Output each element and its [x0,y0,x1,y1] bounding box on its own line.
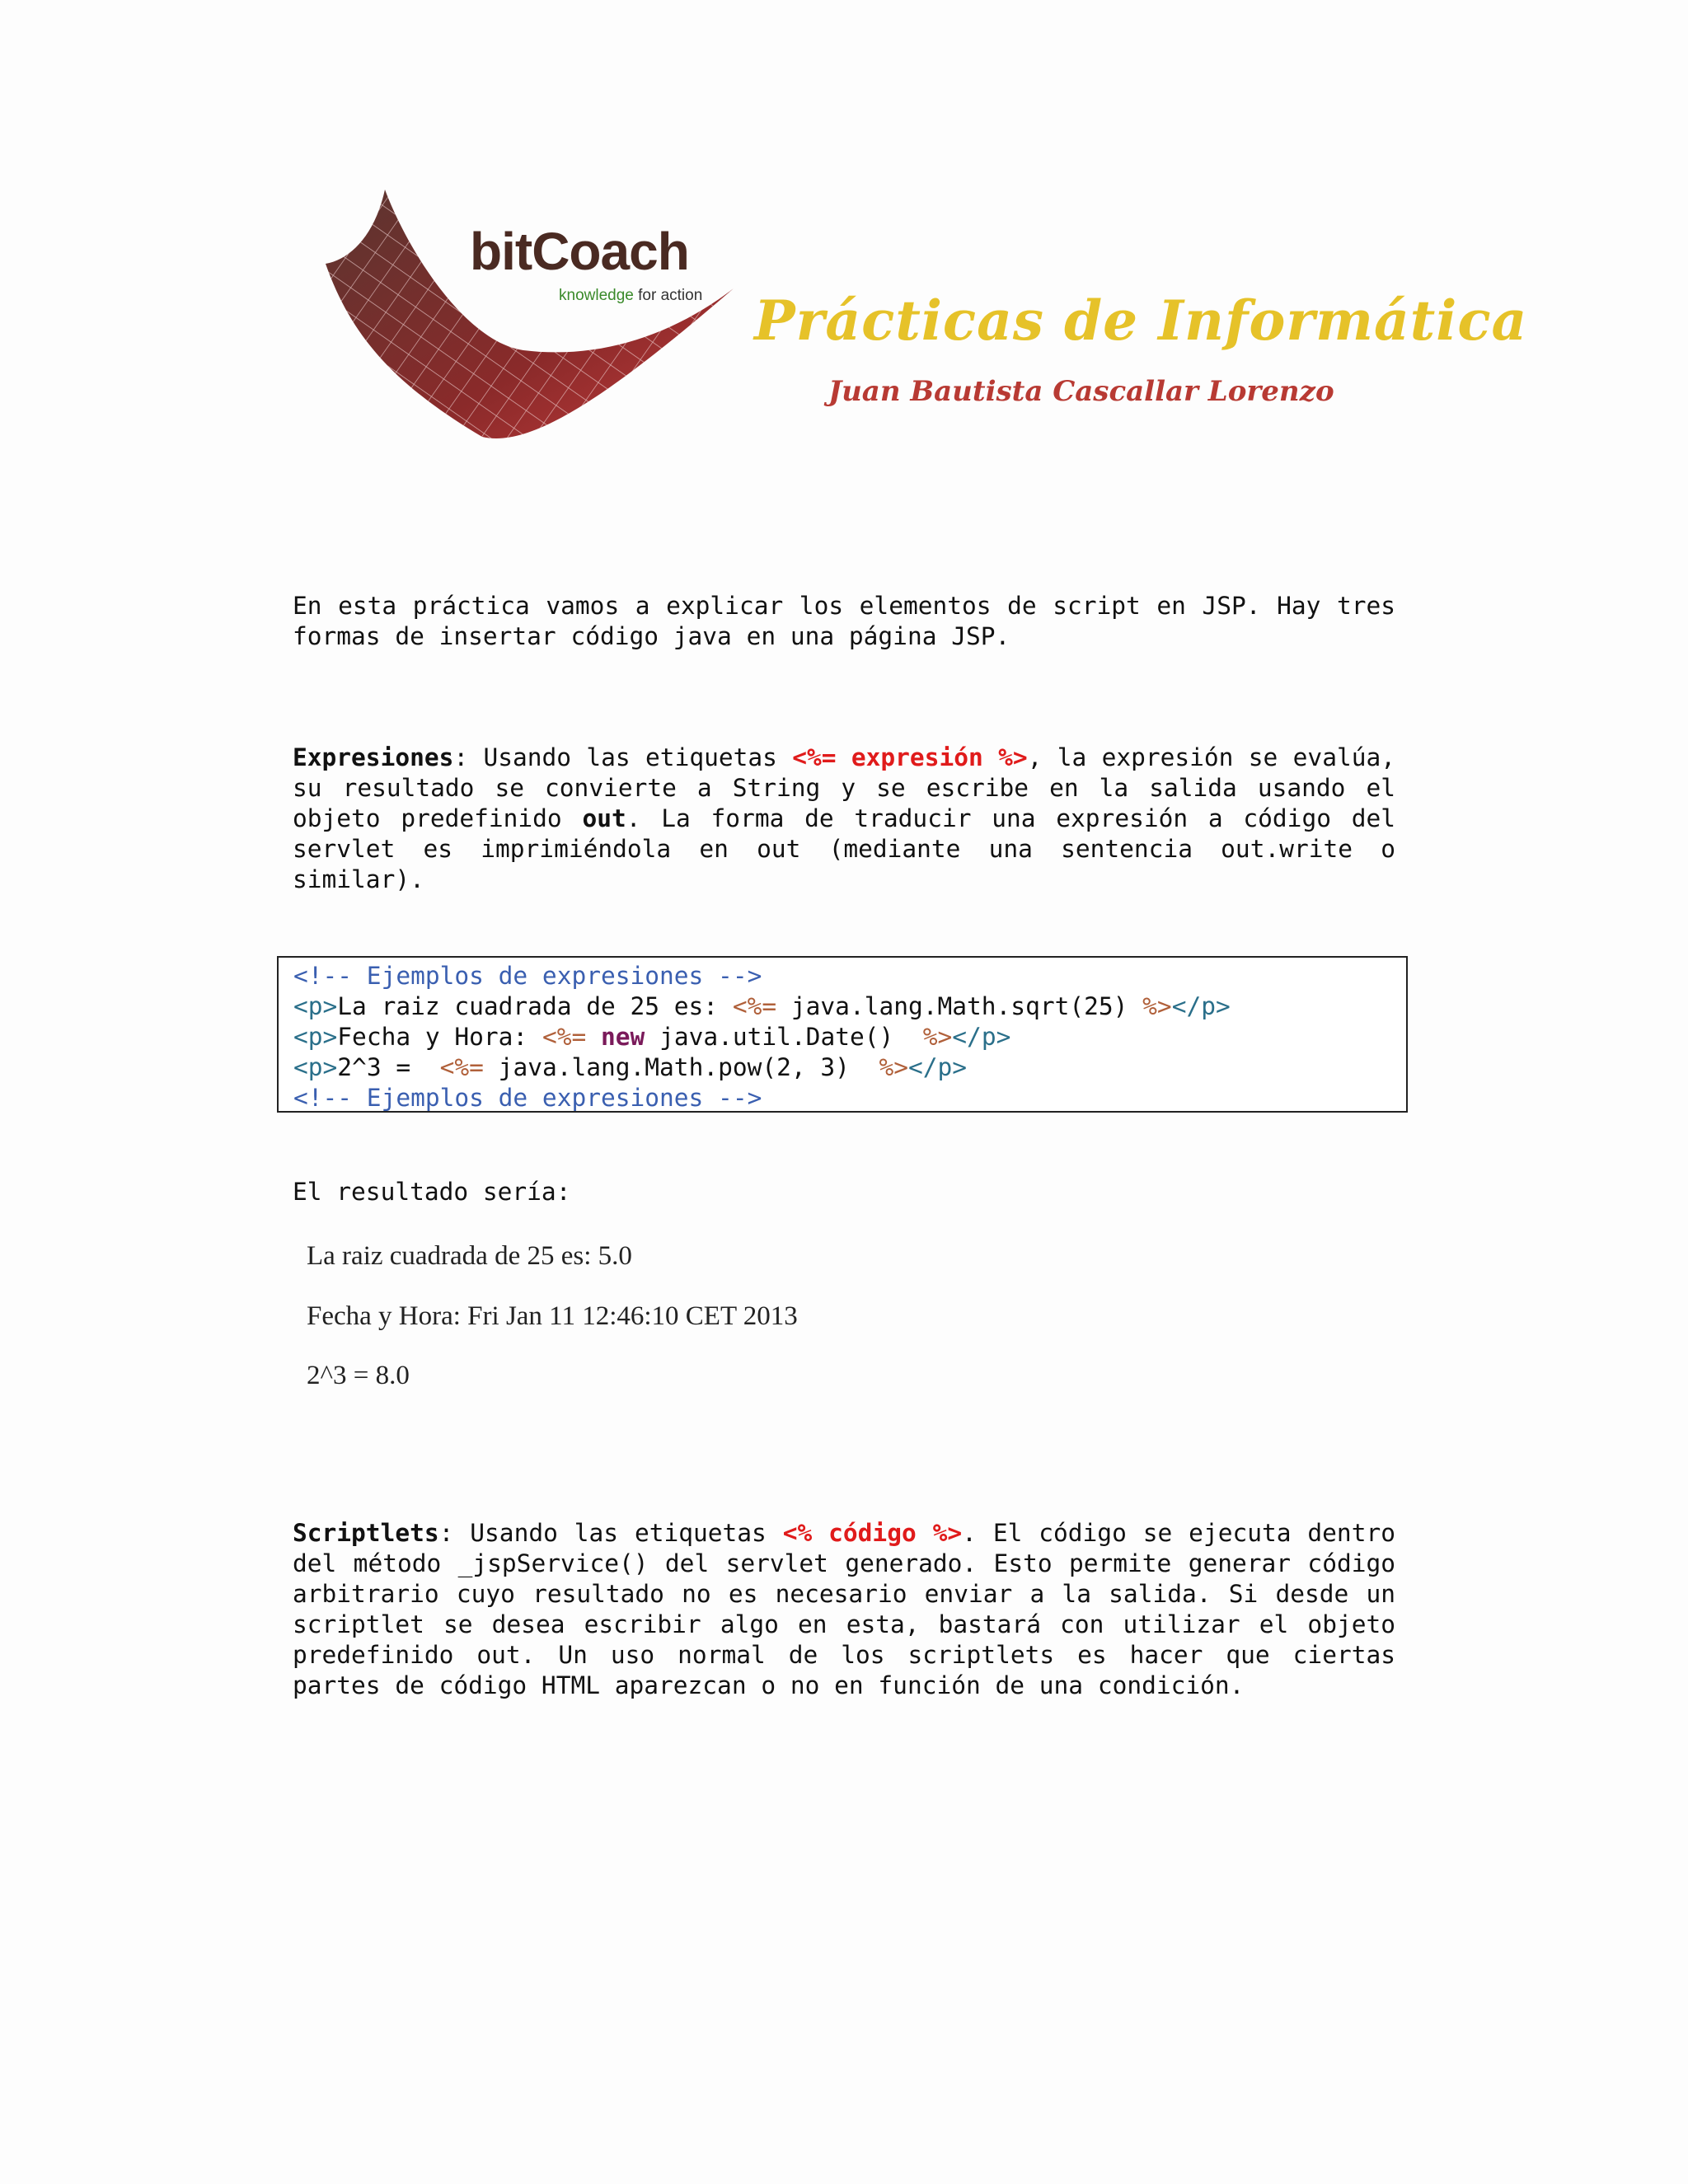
expresiones-tag: <%= expresión %> [792,743,1028,771]
scriptlets-tag: <% código %> [782,1519,963,1547]
brand-tagline-green: knowledge [559,287,634,304]
header-author: Juan Bautista Cascallar Lorenzo [828,375,1334,408]
code-expr: java.util.Date() [645,1023,923,1051]
scriptlets-paragraph [293,1518,1395,1701]
result-pow: 2^3 = 8.0 [307,1361,410,1390]
code-keyword: new [601,1023,645,1051]
brand-tagline-rest: for action [633,287,703,304]
result-sqrt: La raiz cuadrada de 25 es: 5.0 [307,1241,632,1271]
expresiones-paragraph [293,743,1395,895]
jsp-close-tag: %> [1142,992,1172,1020]
jsp-open-tag: <%= [439,1053,484,1081]
scriptlets-term: Scriptlets [293,1519,439,1547]
result-date: Fecha y Hora: Fri Jan 11 12:46:10 CET 2013 [307,1301,798,1331]
p-close-tag: </p> [908,1053,968,1081]
p-open-tag: <p> [293,992,338,1020]
jsp-close-tag: %> [879,1053,908,1081]
p-open-tag: <p> [293,1053,338,1081]
scriptlets-rest: . El código se ejecuta dentro del método _jspService() del servlet generado. Esto permite generar código arbitrario cuyo resultado no es necesario enviar a la salida. Si desde un scriptlet se desea escribir algo en esta, bastará con utilizar el objeto predefinido out. Un uso normal de los scriptlets es hacer que ciertas partes de código HTML aparezcan o no en función de una condición. [293,1519,1395,1699]
out-object: out [582,804,626,832]
code-comment-close: <!-- Ejemplos de expresiones --> [293,1084,762,1112]
result-label: El resultado sería: [293,1178,571,1206]
p-close-tag: </p> [1171,992,1231,1020]
code-text: La raiz cuadrada de 25 es: [337,992,733,1020]
intro-paragraph: En esta práctica vamos a explicar los elementos de script en JSP. Hay tres formas de insertar código java en una página JSP. [293,592,1395,650]
expresiones-mid1: , la expresión se evalúa, su resultado se convierte a String y se escribe en la salida usando el objeto predefinido [293,743,1395,832]
p-close-tag: </p> [952,1023,1011,1051]
jsp-close-tag: %> [922,1023,953,1051]
jsp-open-tag: <%= [542,1023,587,1051]
expresiones-mid2: . La forma de traducir una expresión a código del servlet es imprimiéndola en out (mediante una sentencia out.write o similar). [293,804,1396,893]
code-expr: java.lang.Math.pow(2, 3) [483,1053,879,1081]
scriptlets-lead: : Usando las etiquetas [438,1519,783,1547]
code-expr: java.lang.Math.sqrt(25) [776,992,1143,1020]
code-text: Fecha y Hora: [337,1023,542,1051]
p-open-tag: <p> [293,1023,338,1051]
code-comment-open: <!-- Ejemplos de expresiones --> [293,962,762,990]
brand-name: bitCoach [470,222,689,281]
jsp-open-tag: <%= [732,992,777,1020]
code-block [277,956,1408,1113]
expresiones-term: Expresiones [293,743,454,771]
brand-tagline [559,287,702,305]
code-line-pow [293,1052,967,1083]
expresiones-lead: : Usando las etiquetas [453,743,793,771]
code-text: 2^3 = [337,1053,440,1081]
header-title: Prácticas de Informática [754,288,1528,353]
code-line-date [293,1022,1010,1052]
code-line-sqrt [293,991,1231,1022]
